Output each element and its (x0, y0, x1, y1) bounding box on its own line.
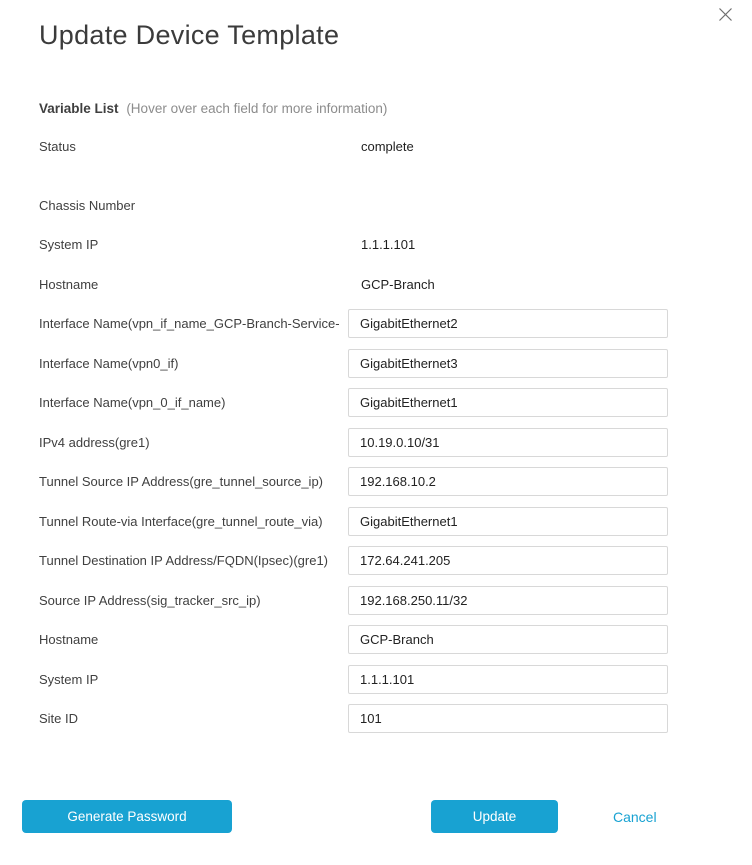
variable-list (39, 127, 668, 739)
field-label: Tunnel Destination IP Address/FQDN(Ipsec)(gre1) (39, 553, 329, 569)
field-label: System IP (39, 237, 99, 253)
row-system-ip-input (39, 660, 668, 700)
tunnel-route-via-input[interactable] (348, 507, 668, 536)
field-label: Interface Name(vpn_if_name_GCP-Branch-Service- (39, 316, 340, 332)
field-label: Interface Name(vpn0_if) (39, 355, 179, 371)
field-label: Site ID (39, 711, 79, 727)
interface-name-vpn0-if-input[interactable] (348, 349, 668, 378)
row-hostname-input (39, 620, 668, 660)
row-ipv4-address-gre1 (39, 423, 668, 463)
row-tunnel-route-via (39, 502, 668, 542)
variable-list-heading: Variable List (39, 101, 119, 116)
row-chassis-number (39, 186, 668, 226)
field-label: Hostname (39, 632, 99, 648)
row-hostname-static (39, 265, 668, 305)
page-title: Update Device Template (39, 20, 340, 50)
generate-password-button[interactable]: Generate Password (22, 800, 232, 833)
field-label: Interface Name(vpn_0_if_name) (39, 395, 226, 411)
field-label: Chassis Number (39, 197, 136, 213)
row-interface-name-vpn0-if (39, 344, 668, 384)
interface-name-vpn-0-if-name-input[interactable] (348, 388, 668, 417)
tunnel-source-ip-input[interactable] (348, 467, 668, 496)
tunnel-destination-ip-input[interactable] (348, 546, 668, 575)
row-tunnel-source-ip (39, 462, 668, 502)
row-source-ip-tracker (39, 581, 668, 621)
update-button[interactable]: Update (431, 800, 558, 833)
row-tunnel-destination-ip (39, 541, 668, 581)
status-value: complete (361, 139, 414, 155)
row-system-ip-static (39, 225, 668, 265)
field-label: Source IP Address(sig_tracker_src_ip) (39, 592, 261, 608)
variable-list-hint: (Hover over each field for more information) (126, 101, 388, 116)
source-ip-tracker-input[interactable] (348, 586, 668, 615)
field-label: Hostname (39, 276, 99, 292)
field-label: Tunnel Route-via Interface(gre_tunnel_route_via) (39, 513, 323, 529)
row-interface-name-service (39, 304, 668, 344)
close-icon[interactable] (716, 5, 734, 23)
dialog-footer (0, 800, 752, 833)
field-label: Tunnel Source IP Address(gre_tunnel_source_ip) (39, 474, 324, 490)
field-label: System IP (39, 671, 99, 687)
field-label: IPv4 address(gre1) (39, 434, 150, 450)
row-status (39, 127, 668, 167)
site-id-input[interactable] (348, 704, 668, 733)
system-ip-value: 1.1.1.101 (361, 237, 416, 253)
field-label: Status (39, 139, 76, 155)
hostname-value: GCP-Branch (361, 276, 435, 292)
interface-name-service-input[interactable] (348, 309, 668, 338)
variable-list-header (39, 101, 387, 116)
cancel-button[interactable]: Cancel (613, 800, 657, 833)
row-interface-name-vpn-0-if-name (39, 383, 668, 423)
hostname-input[interactable] (348, 625, 668, 654)
ipv4-address-gre1-input[interactable] (348, 428, 668, 457)
system-ip-input[interactable] (348, 665, 668, 694)
row-site-id (39, 699, 668, 739)
